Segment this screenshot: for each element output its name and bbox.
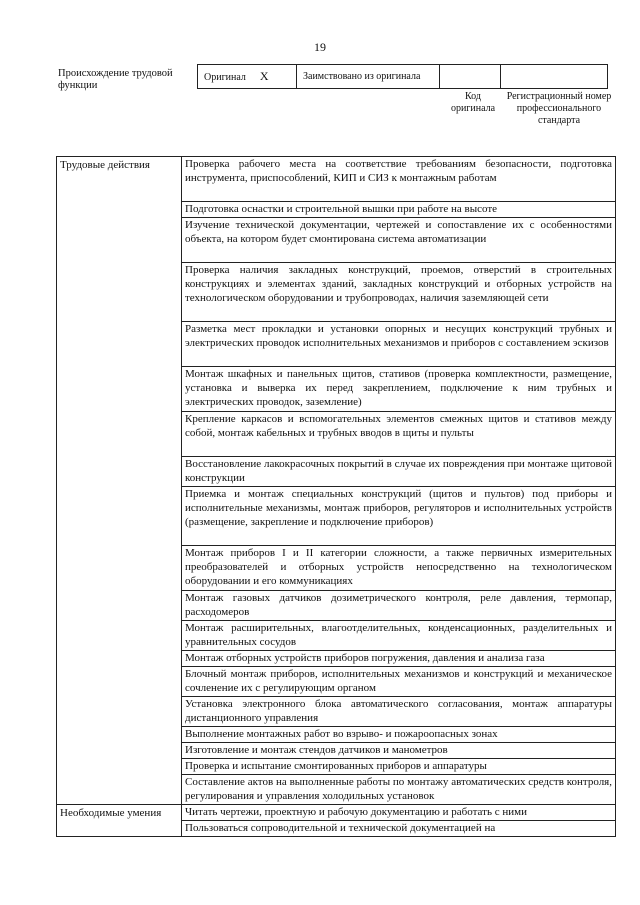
origin-borrowed-cell: Заимствовано из оригинала — [297, 65, 440, 89]
labor-action-item: Монтаж шкафных и панельных щитов, стативов (проверка комплектности, размещение, установка и выверка их перед закреплением, подключение к ним трубных и электрических проводок, заземление) — [182, 367, 616, 412]
origin-original-label: Оригинал — [204, 72, 246, 83]
labor-action-item: Монтаж расширительных, влагоотделительных, конденсационных, разделительных и уравнительных сосудов — [182, 621, 616, 651]
labor-action-item: Разметка мест прокладки и установки опорных и несущих конструкций трубных и электрических проводок исполнительных механизмов и приборов с составлением эскизов — [182, 322, 616, 367]
labor-action-item: Монтаж газовых датчиков дозиметрического контроля, реле давления, термопар, расходомеров — [182, 591, 616, 621]
origin-original-mark: X — [259, 69, 269, 83]
origin-table — [197, 64, 608, 89]
labor-action-item: Установка электронного блока автоматического согласования, монтаж аппаратуры дистанционного управления — [182, 697, 616, 727]
labor-action-item: Монтаж приборов I и II категории сложности, а также первичных измерительных преобразователей и отборных устройств непосредственно на технологическом оборудовании и его коммуникациях — [182, 546, 616, 591]
labor-action-item: Проверка наличия закладных конструкций, проемов, отверстий в строительных конструкциях и элементах зданий, закладных конструкций и отборных устройств на технологическом оборудовании и трубопроводах, наличия заземляющей сети — [182, 263, 616, 322]
labor-action-item: Изучение технической документации, чертежей и сопоставление их с особенностями объекта, на котором будет смонтирована система автоматизации — [182, 218, 616, 263]
labor-action-item: Выполнение монтажных работ во взрыво- и пожароопасных зонах — [182, 727, 616, 743]
origin-original-cell — [198, 65, 297, 89]
labor-action-item: Крепление каркасов и вспомогательных элементов смежных щитов и стативов между собой, монтаж кабельных и трубных вводов в щиты и пульты — [182, 412, 616, 457]
labor-action-item: Подготовка оснастки и строительной вышки при работе на высоте — [182, 202, 616, 218]
labor-action-item: Блочный монтаж приборов, исполнительных механизмов и конструкций и механическое сочленение их с регулирующим органом — [182, 667, 616, 697]
labor-action-item: Изготовление и монтаж стендов датчиков и манометров — [182, 743, 616, 759]
labor-action-item: Монтаж отборных устройств приборов погружения, давления и анализа газа — [182, 651, 616, 667]
labor-action-item: Проверка и испытание смонтированных приборов и аппаратуры — [182, 759, 616, 775]
labor-function-table — [56, 156, 616, 837]
table-row — [57, 805, 616, 821]
origin-code-cell — [440, 65, 501, 89]
origin-reg-number-cell — [501, 65, 608, 89]
skill-item: Пользоваться сопроводительной и технической документацией на — [182, 821, 616, 837]
code-label: Код оригинала — [450, 91, 496, 114]
origin-label: Происхождение трудовой функции — [58, 68, 173, 91]
labor-action-item: Восстановление лакокрасочных покрытий в случае их повреждения при монтаже щитовой конструкции — [182, 457, 616, 487]
registration-label: Регистрационный номер профессионального стандарта — [506, 91, 612, 126]
labor-action-item: Приемка и монтаж специальных конструкций (щитов и пультов) под приборы и исполнительные механизмы, монтаж приборов, регуляторов и исполнительных устройств (размещение, закрепление и подключение приборов) — [182, 487, 616, 546]
skills-heading: Необходимые умения — [57, 805, 182, 837]
skill-item: Читать чертежи, проектную и рабочую документацию и работать с ними — [182, 805, 616, 821]
table-row — [57, 157, 616, 202]
labor-action-item: Составление актов на выполненные работы по монтажу автоматических средств контроля, регулирования и управления холодильных установок — [182, 775, 616, 805]
labor-action-item: Проверка рабочего места на соответствие требованиям безопасности, подготовка инструмента, приспособлений, КИП и СИЗ к монтажным работам — [182, 157, 616, 202]
labor-actions-heading: Трудовые действия — [57, 157, 182, 805]
page-number: 19 — [314, 40, 326, 54]
